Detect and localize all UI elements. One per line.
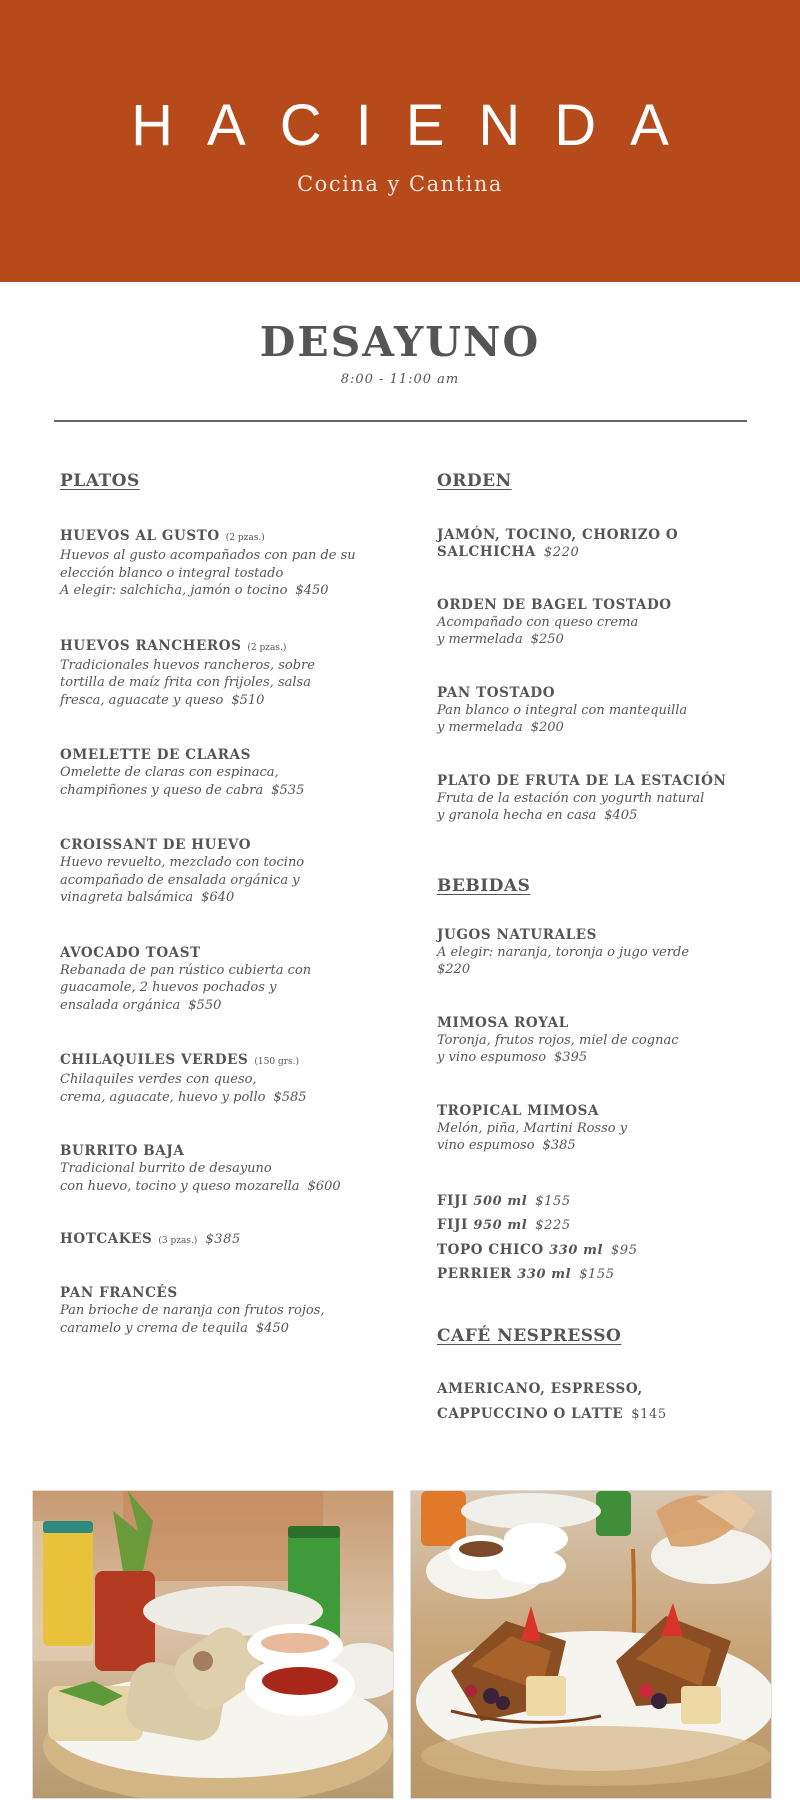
item-desc: champiñones y queso de cabra: [60, 782, 264, 798]
item-desc: y mermelada: [437, 720, 523, 735]
menu-item: [60, 1231, 400, 1250]
photo-french-toast: [410, 1490, 772, 1799]
item-name: SALCHICHA: [437, 544, 536, 560]
item-name: AMERICANO, ESPRESSO,: [437, 1380, 643, 1397]
item-name: TOPO CHICO: [437, 1241, 544, 1258]
item-desc: Tradicional burrito de desayuno: [60, 1161, 272, 1176]
menu-item: [60, 1052, 400, 1106]
item-size: 330 ml: [549, 1242, 604, 1258]
platos-section: [60, 470, 400, 1337]
item-desc: Chilaquiles verdes con queso,: [60, 1072, 257, 1087]
item-size: 500 ml: [473, 1193, 528, 1209]
item-name: PLATO DE FRUTA DE LA ESTACIÓN: [437, 772, 727, 789]
menu-item: [60, 945, 400, 1015]
item-desc: Pan brioche de naranja con frutos rojos,: [60, 1303, 325, 1318]
item-price: $510: [231, 692, 265, 708]
item-name: BURRITO BAJA: [60, 1143, 185, 1159]
menu-item: [60, 528, 400, 600]
item-name: FIJI: [437, 1192, 469, 1209]
item-name: PERRIER: [437, 1266, 512, 1282]
menu-item: [437, 1377, 772, 1427]
item-desc: guacamole, 2 huevos pochados y: [60, 980, 277, 995]
item-price: $145: [631, 1406, 667, 1422]
item-desc: Melón, piña, Martini Rosso y: [437, 1120, 628, 1136]
burrito-photo-illustration: [33, 1491, 393, 1798]
item-desc: Acompañado con queso crema: [437, 614, 639, 630]
item-desc: A elegir: naranja, toronja o jugo verde: [437, 944, 690, 960]
item-desc: crema, aguacate, huevo y pollo: [60, 1089, 266, 1105]
item-name: CHILAQUILES VERDES: [60, 1052, 249, 1068]
item-name: HUEVOS AL GUSTO: [60, 528, 220, 544]
item-desc: Fruta de la estación con yogurth natural: [437, 790, 705, 806]
item-name: JAMÓN, TOCINO, CHORIZO O: [437, 527, 679, 543]
item-name: PAN FRANCÉS: [60, 1285, 178, 1301]
item-price: $450: [295, 583, 329, 598]
item-desc: y vino espumoso: [437, 1050, 547, 1065]
item-desc: fresca, aguacate y queso: [60, 692, 224, 708]
item-name: AVOCADO TOAST: [60, 944, 201, 961]
item-desc: Tradicionales huevos rancheros, sobre: [60, 657, 315, 673]
header-banner: [0, 0, 800, 282]
item-desc: y granola hecha en casa: [437, 808, 597, 823]
item-qty: (2 pzas.): [225, 533, 265, 543]
item-price: $200: [530, 720, 564, 735]
item-qty: (2 pzas.): [247, 642, 287, 653]
item-price: $395: [554, 1050, 588, 1065]
divider: [54, 420, 747, 422]
item-price: $385: [542, 1138, 576, 1153]
section-heading-cafe: CAFÉ NESPRESSO: [437, 1325, 622, 1346]
menu-item: [437, 597, 772, 649]
item-desc: caramelo y crema de tequila: [60, 1320, 248, 1336]
item-name: OMELETTE DE CLARAS: [60, 747, 252, 763]
menu-title: DESAYUNO: [259, 318, 541, 366]
item-price: $155: [535, 1193, 571, 1209]
menu-item: [60, 638, 400, 710]
item-desc: Rebanada de pan rústico cubierta con: [60, 962, 312, 978]
section-heading-bebidas: BEBIDAS: [437, 875, 531, 896]
menu-item: [437, 773, 772, 825]
menu-item: [437, 527, 772, 562]
item-price: $95: [611, 1242, 638, 1258]
french-toast-photo-illustration: [411, 1491, 771, 1798]
section-heading-platos: PLATOS: [60, 471, 140, 491]
item-price: $640: [201, 890, 235, 905]
item-price: $155: [579, 1267, 615, 1282]
item-desc: con huevo, tocino y queso mozarella: [60, 1178, 300, 1194]
item-desc: elección blanco o integral tostado: [60, 565, 284, 581]
item-name: FIJI: [437, 1217, 469, 1233]
item-price: $535: [271, 782, 305, 798]
menu-hours: 8:00 - 11:00 am: [340, 372, 460, 387]
item-price: $600: [307, 1178, 341, 1194]
item-qty: (3 pzas.): [158, 1236, 198, 1246]
brand-tagline: Cocina y Cantina: [297, 172, 503, 196]
item-desc: vino espumoso: [437, 1138, 535, 1153]
item-name: HOTCAKES: [60, 1231, 153, 1247]
item-price: $385: [205, 1232, 241, 1247]
item-desc: tortilla de maíz frita con frijoles, salsa: [60, 675, 311, 690]
item-name: HUEVOS RANCHEROS: [60, 637, 242, 654]
item-desc: A elegir: salchicha, jamón o tocino: [60, 583, 288, 598]
item-desc: ensalada orgánica: [60, 997, 181, 1013]
item-price: $450: [255, 1320, 289, 1336]
item-price: $220: [437, 962, 471, 977]
item-name: CAPPUCCINO O LATTE: [437, 1405, 624, 1422]
menu-item: [437, 927, 772, 979]
item-size: 330 ml: [517, 1267, 572, 1282]
item-desc: Pan blanco o integral con mantequilla: [437, 702, 688, 718]
item-name: ORDEN DE BAGEL TOSTADO: [437, 596, 672, 613]
item-desc: Huevo revuelto, mezclado con tocino: [60, 855, 305, 870]
menu-item: [437, 1015, 772, 1067]
item-price: $220: [543, 545, 580, 560]
item-price: $250: [530, 632, 564, 647]
section-heading-orden: ORDEN: [437, 471, 512, 491]
menu-item: [60, 837, 400, 907]
brand-logo: HACIENDA: [131, 93, 703, 158]
item-qty: (150 grs.): [254, 1057, 299, 1067]
right-column: [437, 470, 772, 1427]
photo-burrito-breakfast: [32, 1490, 394, 1799]
menu-item: [60, 1143, 400, 1195]
item-name: TROPICAL MIMOSA: [437, 1102, 600, 1119]
menu-item: [60, 1285, 400, 1337]
water-list: [437, 1189, 772, 1287]
item-name: PAN TOSTADO: [437, 684, 556, 701]
item-desc: acompañado de ensalada orgánica y: [60, 872, 300, 888]
item-name: JUGOS NATURALES: [437, 926, 598, 943]
item-desc: Omelette de claras con espinaca,: [60, 765, 279, 780]
item-desc: y mermelada: [437, 632, 523, 647]
menu-item: [437, 685, 772, 737]
item-price: $405: [604, 808, 638, 823]
item-desc: vinagreta balsámica: [60, 890, 194, 905]
item-size: 950 ml: [473, 1218, 528, 1233]
menu-item: [60, 747, 400, 799]
menu-item: [437, 1103, 772, 1155]
item-price: $585: [273, 1089, 307, 1105]
item-desc: Toronja, frutos rojos, miel de cognac: [437, 1032, 679, 1048]
item-price: $225: [535, 1218, 571, 1233]
item-desc: Huevos al gusto acompañados con pan de su: [60, 548, 356, 563]
item-name: MIMOSA ROYAL: [437, 1014, 569, 1031]
item-price: $550: [188, 997, 222, 1013]
item-name: CROISSANT DE HUEVO: [60, 837, 252, 853]
